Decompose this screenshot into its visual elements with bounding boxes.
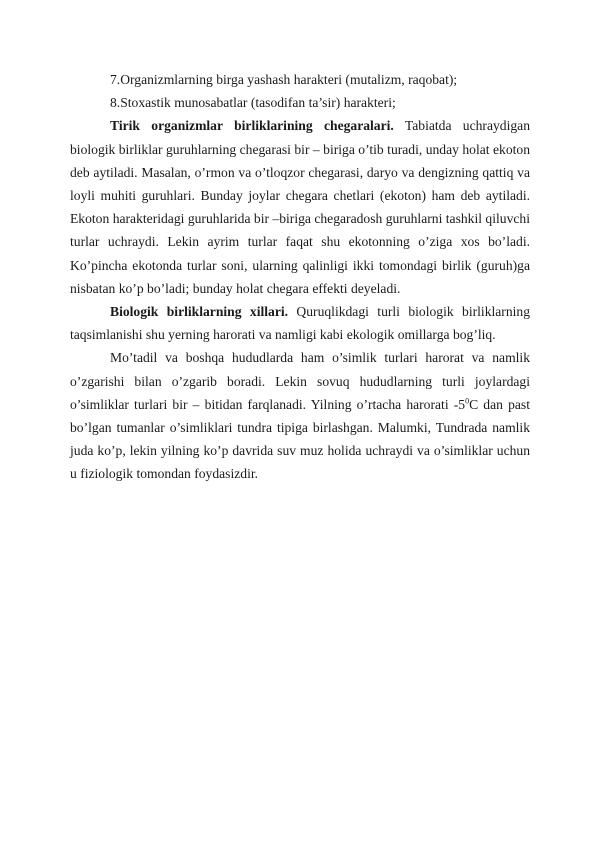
paragraph-borders-text: Tabiatda uchraydigan biologik birliklar guruhlarning chegarasi bir – biriga o’tib turadi, unday holat ekoton deb aytiladi. Masalan, o’rmon va o’tloqzor chegarasi, daryo va dengizning qattiq va loyli muhiti guruhlari. Bunday joylar chegara chetlari (ekoton) ham deb aytiladi. Ekoton harakteridagi guruhlarida bir –biriga chegaradosh guruhlarni tashkil qiluvchi turlar uchraydi. Lekin ayrim turlar faqat shu ekotonning o’ziga xos bo’ladi. Ko’pincha ekotonda turlar soni, ularning qalinligi ikki tomondagi birlik (guruh)ga nisbatan ko’p bo’ladi; bunday holat chegara effekti deyeladi. — [70, 118, 530, 296]
list-item-7: 7.Organizmlarning birga yashash harakteri (mutalizm, raqobat); — [110, 72, 458, 87]
paragraph-climate — [70, 346, 530, 485]
degree-superscript: 0 — [465, 396, 470, 406]
paragraph-climate-text-1: Mo’tadil va boshqa hududlarda ham o’simlik turlari harorat va namlik o’zgarishi bilan o’zgarib boradi. Lekin sovuq hududlarning turli joylardagi o’simliklar turlari bir – bitidan farqlanadi. Yilning o’rtacha harorati -5 — [70, 350, 530, 412]
paragraph-borders — [70, 114, 530, 300]
document-body — [70, 68, 530, 486]
paragraph-climate-text-2: C dan past bo’lgan tumanlar o’simliklari tundra tipiga birlashgan. Malumki, Tundrada namlik juda ko’p, lekin yilning ko’p davrida suv muz holida uchraydi va o’simliklar uchun u fiziologik tomondan foydasizdir. — [70, 396, 530, 482]
heading-types: Biologik birliklarning xillari. — [110, 304, 289, 320]
paragraph-types-text: Quruqlikdagi turli biologik birliklarning taqsimlanishi shu yerning harorati va namligi kabi ekologik omillarga bog’liq. — [70, 304, 530, 343]
heading-borders: Tirik organizmlar birliklarining chegaralari. — [110, 118, 394, 134]
list-item-8: 8.Stoxastik munosabatlar (tasodifan ta’sir) harakteri; — [110, 95, 396, 111]
paragraph-types — [70, 300, 530, 346]
